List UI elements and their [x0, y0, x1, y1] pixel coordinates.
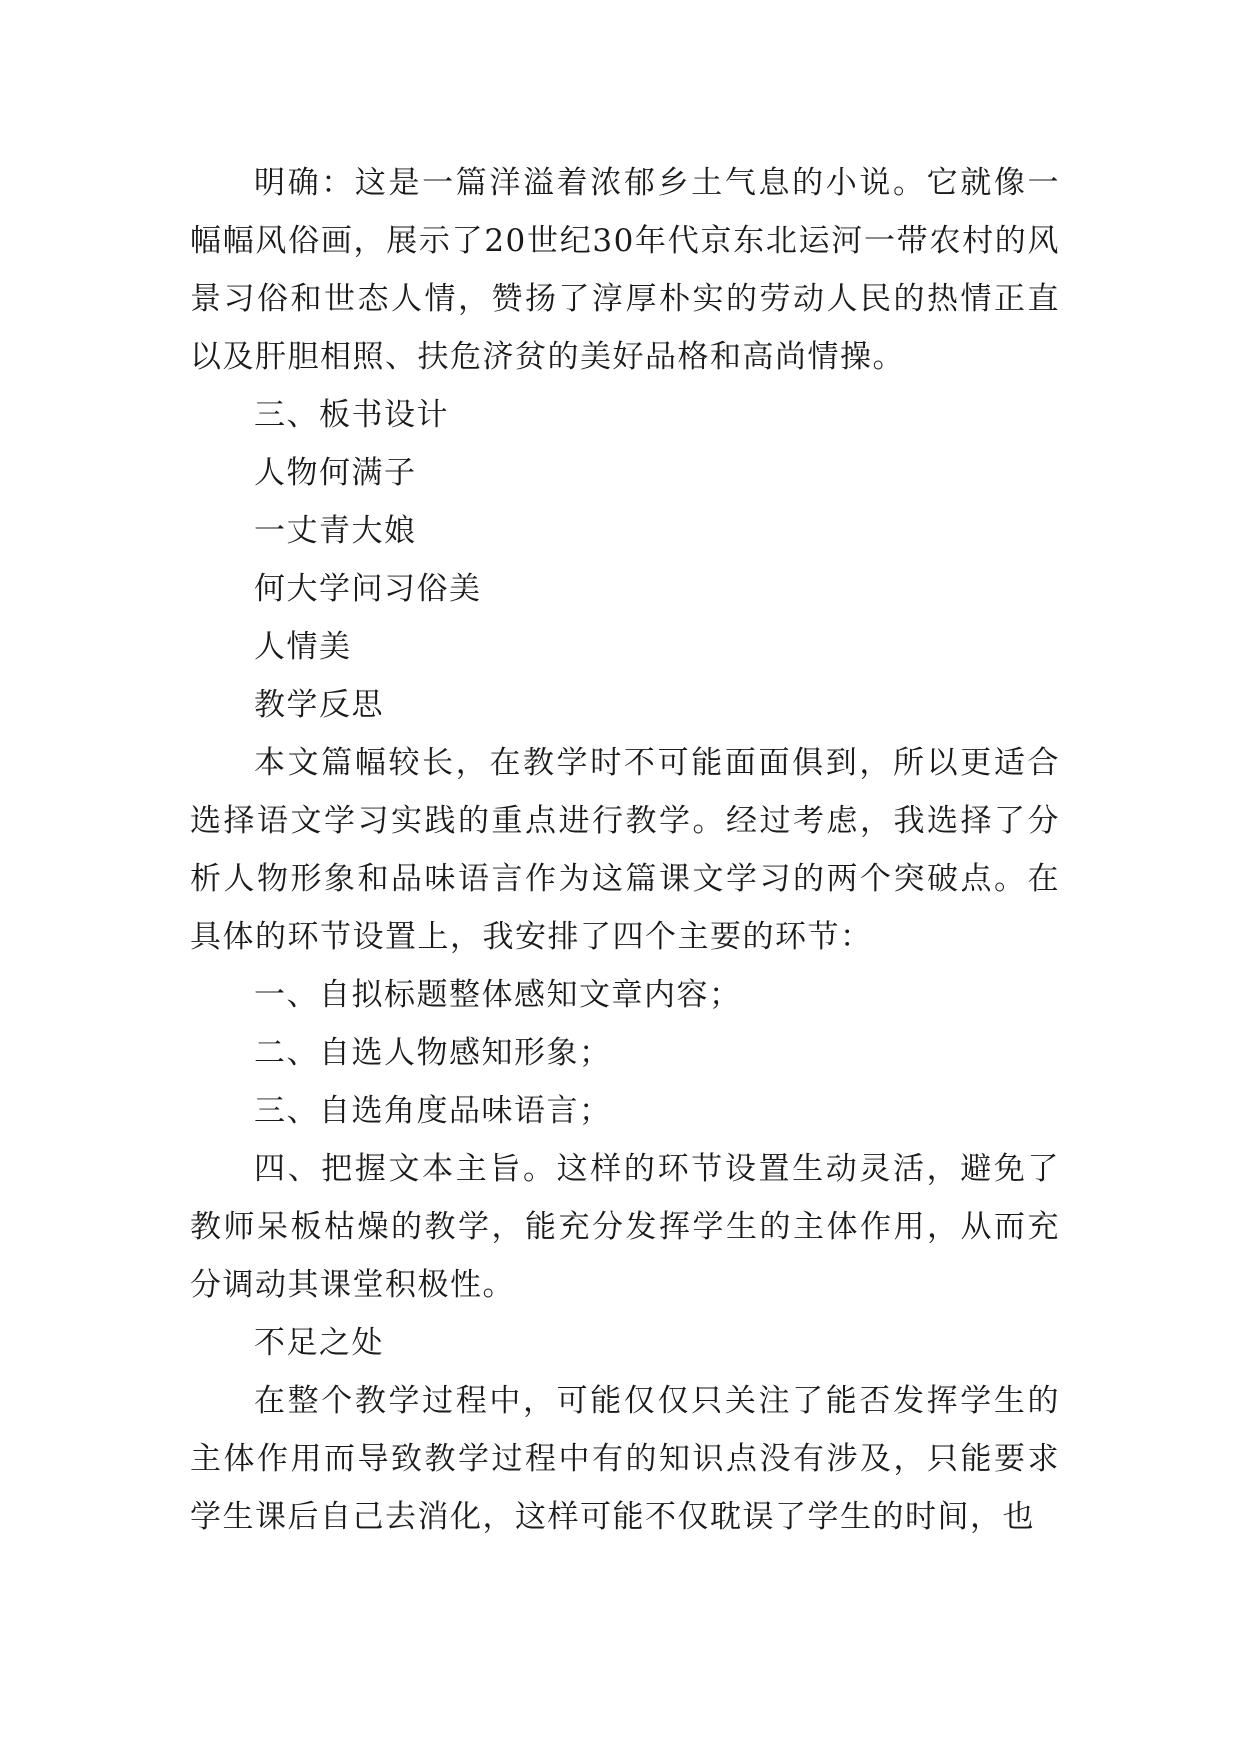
board-line-3: 何大学问习俗美 — [254, 571, 482, 607]
list-item-step-4: 四、把握文本主旨。这样的环节设置生动灵活，避免了教师呆板枯燥的教学，能充分发挥学生的主体作用，从而充分调动其课堂积极性。 — [190, 1151, 1060, 1303]
board-line-2: 一丈青大娘 — [254, 513, 417, 549]
list-item-step-1: 一、自拟标题整体感知文章内容； — [254, 977, 742, 1013]
paragraph-shortcomings: 在整个教学过程中，可能仅仅只关注了能否发挥学生的主体作用而导致教学过程中有的知识点没有涉及，只能要求学生课后自己去消化，这样可能不仅耽误了学生的时间，也 — [190, 1383, 1060, 1535]
paragraph-reflection: 本文篇幅较长，在教学时不可能面面俱到，所以更适合选择语文学习实践的重点进行教学。经过考虑，我选择了分析人物形象和品味语言作为这篇课文学习的两个突破点。在具体的环节设置上，我安排了四个主要的环节： — [190, 745, 1060, 955]
paragraph-conclusion: 明确：这是一篇洋溢着浓郁乡土气息的小说。它就像一幅幅风俗画，展示了20世纪30年代京东北运河一带农村的风景习俗和世态人情，赞扬了淳厚朴实的劳动人民的热情正直以及肝胆相照、扶危济贫的美好品格和高尚情操。 — [190, 165, 1060, 375]
heading-board-design: 三、板书设计 — [254, 397, 449, 433]
heading-shortcomings: 不足之处 — [254, 1325, 384, 1361]
list-item-step-2: 二、自选人物感知形象； — [254, 1035, 612, 1071]
heading-teaching-reflection: 教学反思 — [254, 687, 384, 723]
document-body — [190, 154, 1060, 1546]
list-item-step-3: 三、自选角度品味语言； — [254, 1093, 612, 1129]
board-line-1: 人物何满子 — [254, 455, 417, 491]
board-line-4: 人情美 — [254, 629, 352, 665]
